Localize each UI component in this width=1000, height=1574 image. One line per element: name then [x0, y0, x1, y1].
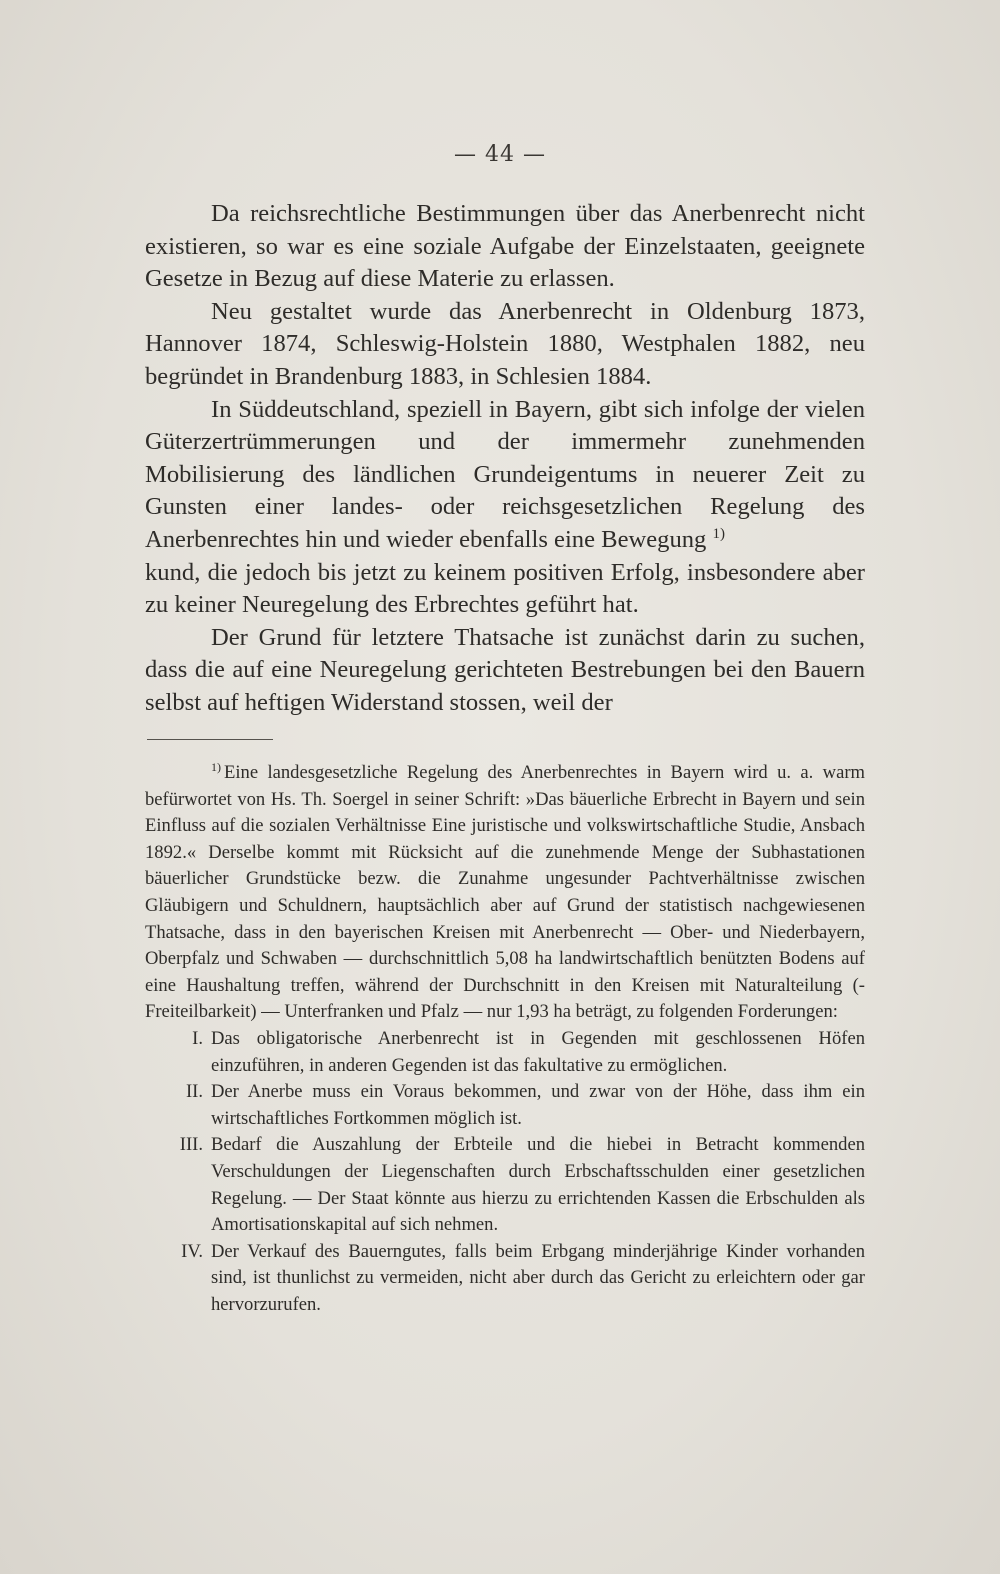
footnote — [145, 760, 865, 1318]
list-item-text: Der Verkauf des Bauerngutes, falls beim Erbgang minderjährige Kinder vorhanden sind, ist thunlichst zu vermeiden, nicht aber durch das Gericht zu erleichtern oder gar hervorzurufen. — [211, 1240, 865, 1315]
list-item — [145, 1239, 865, 1319]
list-item-text: Bedarf die Auszahlung der Erbteile und die hiebei in Betracht kommenden Verschuldungen der Liegenschaften durch Erbschaftsschulden einer gesetzlichen Regelung. — Der Staat könnte aus hierzu zu errichtenden Kassen die Erbschulden als Amortisationskapital auf sich nehmen. — [211, 1134, 865, 1236]
list-item-number: II. — [185, 1081, 203, 1103]
list-item — [145, 1026, 865, 1079]
footnote-text: $^{1)}$ Eine landesgesetzliche Regelung des Anerbenrechtes in Bayern wird u. a. warm befürwortet von Hs. Th. Soergel in seiner Schrift: »Das bäuerliche Erbrecht in Bayern und sein Einfluss auf die sozialen Verhältnisse Eine juristische und volkswirtschaftliche Studie, Ansbach 1892.« Derselbe kommt mit Rücksicht auf die zunehmende Menge der Subhastationen bäuerlicher Grundstücke bezw. die Zunahme ungesunder Pachtverhältnisse zwischen Gläubigern und Schuldnern, hauptsächlich aber auf Grund der statistisch nachgewiesenen Thatsache, dass in den bayerischen Kreisen mit Anerbenrecht — Ober- und Niederbayern, Oberpfalz und Schwaben — durchschnittlich 5,08 ha landwirtschaftlich benützten Bodens auf eine Haushaltung treffen, während der Durchschnitt in den Kreisen mit Naturalteilung (-Freiteilbarkeit) — Unterfranken und Pfalz — nur 1,93 ha beträgt, zu folgenden Forderungen: — [145, 760, 865, 1023]
footnote-marker: 1) — [211, 760, 221, 774]
paragraph: Da reichsrechtliche Bestimmungen über das Anerbenrecht nicht existieren, so war es eine soziale Aufgabe der Einzelstaaten, geeignete Gesetze in Bezug auf diese Materie zu erlassen. — [145, 200, 865, 293]
list-item-number: I. — [192, 1027, 203, 1049]
paragraph: Der Grund für letztere Thatsache ist zunächst darin zu suchen, dass die auf eine Neuregelung gerichteten Bestrebungen bei den Bauern selbst auf heftigen Widerstand stossen, weil der — [145, 623, 865, 716]
list-item-number: IV. — [181, 1240, 203, 1262]
paragraph: In Süddeutschland, speziell in Bayern, gibt sich infolge der vielen Güterzertrümmerungen und der immermehr zunehmenden Mobilisierung des ländlichen Grundeigentums in neuerer Zeit zu Gunsten einer landes- oder reichsgesetzlichen Regelung des Anerbenrechtes hin und wieder ebenfalls eine Bewegung $^{1)}$ kund, die jedoch bis jetzt zu keinem positiven Erfolg, insbesondere aber zu keiner Neuregelung des Erbrechtes geführt hat. — [145, 395, 865, 619]
footnote-reference[interactable]: 1) — [712, 525, 726, 542]
list-item-number: III. — [179, 1134, 203, 1156]
list-item-text: Der Anerbe muss ein Voraus bekommen, und zwar von der Höhe, dass ihm ein wirtschaftliches Fortkommen möglich ist. — [211, 1081, 865, 1129]
list-item-text: Das obligatorische Anerbenrecht ist in Gegenden mit geschlossenen Höfen einzuführen, in anderen Gegenden ist das fakultative zu ermöglichen. — [211, 1027, 865, 1076]
page-number: — 44 — — [454, 142, 546, 167]
main-text — [145, 198, 865, 720]
demands-list — [145, 1026, 865, 1319]
paragraph: Neu gestaltet wurde das Anerbenrecht in Oldenburg 1873, Hannover 1874, Schleswig-Holstein 1880, Westphalen 1882, neu begründet in Brandenburg 1883, in Schlesien 1884. — [145, 297, 865, 390]
list-item — [145, 1132, 865, 1238]
footnote-divider — [147, 739, 273, 740]
list-item — [145, 1079, 865, 1132]
